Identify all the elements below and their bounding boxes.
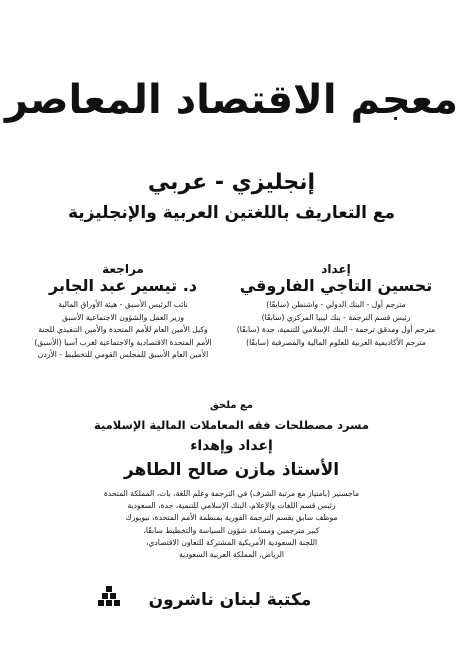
reviewer-credential: الأمم المتحدة الاقتصادية والاجتماعية لغرب آسيا (الأسبق) (34, 337, 212, 347)
book-subtitle: إنجليزي - عربي (147, 170, 316, 195)
author-name: تحسين التاجي الفاروقي (239, 276, 433, 295)
publisher-name: مكتبة لبنان ناشرون (148, 590, 312, 610)
author-block (231, 262, 441, 349)
appendix-credential: اللجنة السعودية الأمريكية المشتركة للتعاون الاقتصادي، (145, 537, 318, 547)
appendix-credential: موظف سابق بقسم الترجمة الفورية بمنظمة الأمم المتحدة، نيويورك (125, 513, 338, 523)
author-credential: مترجم الأكاديمية العربية للعلوم المالية والمصرفية (سابقًا) (246, 337, 426, 347)
appendix-credentials (0, 488, 463, 561)
reviewer-credential: نائب الرئيس الأسبق - هيئة الأوراق المالية (58, 300, 188, 309)
book-title: معجم الاقتصاد المعاصر (4, 77, 459, 123)
reviewer-credential: الأمين العام الأسبق للمجلس القومي للتخطيط - الأردن (37, 350, 209, 359)
appendix-credential: رئيس قسم اللغات والإعلام، البنك الإسلامي للتنمية، جدة، السعودية (127, 501, 336, 511)
reviewer-credential: وكيل الأمين العام للأمم المتحدة والأمين التنفيذي للجنة (38, 325, 208, 334)
author-credential: مترجم أول - البنك الدولي - واشنطن (سابقًا) (266, 300, 406, 309)
author-credential: مترجم أول ومدقق ترجمة - البنك الإسلامي للتنمية، جدة (سابقًا) (236, 325, 436, 334)
appendix-author-name: الأستاذ مازن صالح الطاهر (123, 460, 340, 480)
reviewer-credential: وزير العمل والشؤون الاجتماعية الأسبق (61, 312, 184, 322)
author-label: إعداد (321, 262, 351, 276)
author-credential: رئيس قسم الترجمة - بنك ليبيا المركزي (سابقًا) (261, 312, 411, 322)
appendix-credential: كبير مترجمين ومساعد شؤون السياسة والتخطيط سابقًا، (143, 525, 320, 535)
appendix-prep-label: إعداد وإهداء (190, 438, 273, 454)
reviewer-block (18, 262, 228, 362)
appendix-credential: الرياض، المملكة العربية السعودية (179, 550, 284, 560)
appendix-title: مسرد مصطلحات فقه المعاملات المالية الإسلامية (94, 418, 369, 432)
reviewer-name: د. تيسير عبد الجابر (49, 276, 197, 295)
appendix-credential: ماجستير (بامتياز مع مرتبة الشرف) في الترجمة وعلم اللغة، باث، المملكة المتحدة (103, 489, 360, 498)
reviewer-label: مراجعة (102, 262, 144, 276)
book-description: مع التعاريف باللغتين العربية والإنجليزية (67, 203, 396, 223)
appendix-label: مع ملحق (210, 400, 253, 411)
